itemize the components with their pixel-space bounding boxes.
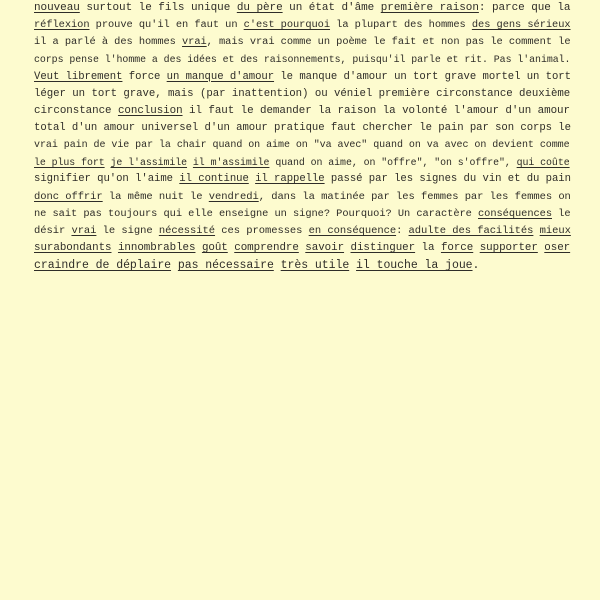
text-run: léger un tort grave, mais (par inattention) ou véniel première circonstance deuxième xyxy=(34,87,571,100)
underlined-phrase: conséquences xyxy=(478,207,552,220)
text-line xyxy=(34,206,574,223)
underlined-phrase: en conséquence xyxy=(308,224,397,237)
text-run: surtout le fils unique xyxy=(79,2,237,14)
underlined-phrase: c'est pourquoi xyxy=(243,19,331,32)
text-run: la même nuit le xyxy=(102,190,209,203)
text-run: signifier qu'on l'aime xyxy=(34,173,180,186)
underlined-phrase: il continue xyxy=(179,173,249,186)
text-line xyxy=(34,103,574,120)
underlined-phrase: innombrables xyxy=(117,241,196,254)
underlined-phrase: il m'assimile xyxy=(192,157,270,169)
underlined-phrase: craindre de déplaire xyxy=(34,259,172,273)
underlined-phrase: des gens sérieux xyxy=(471,19,571,32)
text-line xyxy=(34,120,574,137)
text-run: il faut le demander la raison la volonté l'amour d'un amour xyxy=(182,104,570,117)
text-run: désir xyxy=(34,224,72,237)
underlined-phrase: il rappelle xyxy=(255,173,325,186)
text-line xyxy=(34,171,574,188)
text-run: circonstance xyxy=(34,104,118,117)
text-run: le xyxy=(552,207,571,220)
underlined-phrase: il touche la joue xyxy=(356,259,473,273)
text-run: le signe xyxy=(96,224,159,237)
text-run: : xyxy=(396,224,409,237)
text-line xyxy=(34,240,574,257)
text-run: corps pense l'homme a des idées et des raisonnements, puisqu'il parle et rit. Pas l'animal. xyxy=(34,54,571,66)
text-run xyxy=(171,259,178,272)
text-run: force xyxy=(122,70,167,83)
underlined-phrase: très utile xyxy=(280,259,350,273)
underlined-phrase: réflexion xyxy=(34,19,90,32)
text-run: le manque d'amour un tort grave mortel un tort xyxy=(274,70,571,83)
text-line xyxy=(34,51,574,68)
text-line xyxy=(34,223,574,240)
underlined-phrase: Veut librement xyxy=(34,70,123,83)
underlined-phrase: mieux xyxy=(539,224,571,237)
underlined-phrase: distinguer xyxy=(350,241,416,254)
text-run: . xyxy=(472,259,480,273)
text-run: ces promesses xyxy=(215,224,309,237)
underlined-phrase: goût xyxy=(201,241,228,254)
underlined-phrase: donc offrir xyxy=(34,190,103,203)
text-run: la xyxy=(415,241,441,254)
text-run: il a parlé à des hommes xyxy=(34,36,182,49)
underlined-phrase: je l'assimile xyxy=(110,157,188,169)
text-run: total d'un amour universel d'un amour pratique faut chercher le pain par son corps le xyxy=(34,121,571,134)
text-run: , mais vrai comme un poème le fait et non pas le comment le xyxy=(206,36,571,49)
text-line xyxy=(34,137,574,154)
text-line xyxy=(34,69,574,86)
underlined-phrase: pas nécessaire xyxy=(177,259,274,273)
underlined-phrase: savoir xyxy=(305,241,345,254)
underlined-phrase: qui coûte xyxy=(516,157,570,169)
underlined-phrase: nécessité xyxy=(158,224,216,237)
text-run: vrai pain de vie par la chair quand on aime on "va avec" quand on va avec on devient comme xyxy=(34,140,570,152)
underlined-phrase: première raison xyxy=(380,2,479,14)
text-run: passé par les signes du vin et du pain xyxy=(324,173,571,186)
text-line xyxy=(34,17,574,34)
text-line xyxy=(34,86,574,103)
underlined-phrase: vrai xyxy=(71,224,97,237)
text-run: prouve qu'il en faut un xyxy=(89,19,244,32)
text-body xyxy=(34,0,574,274)
underlined-phrase: le plus fort xyxy=(34,157,105,169)
underlined-phrase: un manque d'amour xyxy=(166,70,275,83)
underlined-phrase: surabondants xyxy=(34,241,112,254)
text-run xyxy=(274,259,281,272)
underlined-phrase: conclusion xyxy=(117,104,183,117)
text-run: la plupart des hommes xyxy=(330,19,472,32)
text-run: quand on aime, on "offre", "on s'offre", xyxy=(269,157,517,169)
underlined-phrase: vrai xyxy=(182,36,207,49)
text-run: ne sait pas toujours qui elle enseigne un signe? Pourquoi? Un caractère xyxy=(34,207,478,220)
underlined-phrase: du père xyxy=(236,2,283,14)
underlined-phrase: vendredi xyxy=(208,190,259,203)
underlined-phrase: nouveau xyxy=(34,2,80,14)
text-line xyxy=(34,154,574,171)
underlined-phrase: oser xyxy=(544,241,571,254)
underlined-phrase: comprendre xyxy=(234,241,299,254)
text-line xyxy=(34,257,574,274)
text-run: un état d'âme xyxy=(282,2,381,14)
text-run: : parce que la xyxy=(478,2,571,14)
underlined-phrase: force xyxy=(440,241,474,254)
underlined-phrase: adulte des facilités xyxy=(408,224,534,237)
text-run: , dans la matinée par les femmes par les femmes on xyxy=(258,190,571,203)
text-line xyxy=(34,34,574,51)
text-line xyxy=(34,189,574,206)
underlined-phrase: supporter xyxy=(479,241,538,254)
text-line xyxy=(34,0,574,17)
